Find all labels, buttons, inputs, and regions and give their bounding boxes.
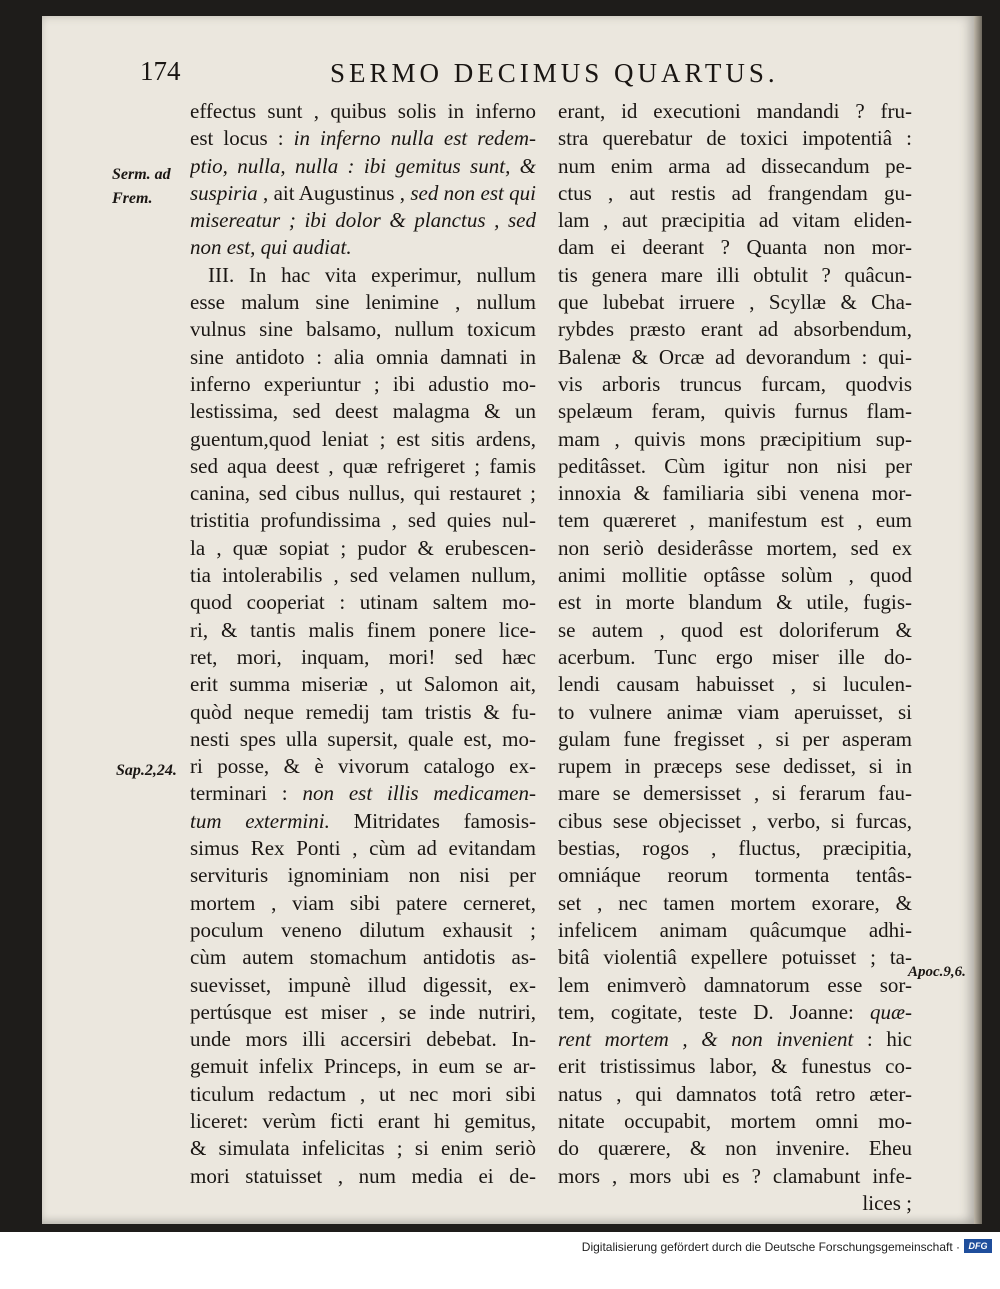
text-line: cibus sese objecisset , verbo, si furcas, (558, 808, 912, 833)
text-line: non est, qui audiat. (190, 235, 352, 260)
text-line: bestias, rogos , fluctus, præcipitia, (558, 836, 912, 861)
text-line: & simulata infelicitas ; si enim seriò (190, 1136, 536, 1161)
text-line: mare se demersisset , si ferarum fau- (558, 781, 912, 806)
text-line: ri posse, & è vivorum catalogo ex- (190, 754, 536, 779)
text-line: se autem , quod est doloriferum & (558, 617, 912, 642)
text-line: unde mors illi accersiri debebat. In- (190, 1027, 536, 1052)
text-line: tia intolerabilis , sed velamen nullum, (190, 563, 536, 588)
text-line: que lubebat irruere , Scyllæ & Cha- (558, 290, 912, 315)
text-line: tis genera mare illi obtulit ? quâcun- (558, 262, 912, 287)
text-line: sed aqua deest , quæ refrigeret ; famis (190, 453, 536, 478)
text-line: effectus sunt , quibus solis in inferno (190, 99, 536, 123)
text-line: lestissima, sed deest malagma & un (190, 399, 536, 424)
text-line: lendi causam habuisset , si luculen- (558, 672, 912, 697)
text-line: lam , aut præcipitia ad vitam eliden- (558, 208, 912, 233)
margin-note-sap: Sap.2,24. (116, 762, 177, 779)
text-line: mors , mors ubi es ? clamabunt infe- (558, 1163, 912, 1188)
text-line: guentum,quod leniat ; est sitis ardens, (190, 426, 536, 451)
text-line: ticulum redactum , ut nec mori sibi (190, 1081, 536, 1106)
page-number: 174 (140, 56, 181, 86)
text-line: infelicem animam quâcumque adhi- (558, 917, 912, 942)
running-title: SERMO DECIMUS QUARTUS. (330, 58, 779, 88)
text-line: III. In hac vita experimur, nullum (208, 262, 536, 287)
text-line: tem, cogitate, teste D. Joanne: quæ- (558, 999, 912, 1024)
text-line: inferno experiuntur ; ibi adustio mo- (190, 371, 536, 396)
text-line: ri, & tantis malis finem ponere lice- (190, 617, 536, 642)
page-header (140, 54, 960, 94)
text-line: terminari : non est illis medicamen- (190, 781, 536, 806)
text-line: esse malum sine lenimine , nullum (190, 290, 536, 315)
text-line: lices ; (862, 1190, 912, 1215)
text-line: tem quæreret , manifestum est , eum (558, 508, 912, 533)
text-line: liceret: verùm ficti erant hi gemitus, (190, 1108, 536, 1133)
text-line: Balenæ & Orcæ ad devorandum : qui- (558, 344, 912, 369)
text-line: suevisset, impunè illud digessit, ex- (190, 972, 536, 997)
text-line: misereatur ; ibi dolor & planctus , sed (190, 208, 536, 233)
text-line: gulam fune fregisset , si per asperam (558, 726, 912, 751)
footer-bar (0, 1232, 1000, 1289)
text-line: tristitia profundissima , sed quies nul- (190, 508, 536, 533)
text-line: bitâ violentiâ expellere potuisset ; ta- (558, 945, 912, 970)
text-line: mam , quivis mons præcipitium sup- (558, 426, 912, 451)
text-line: vis arboris truncus furcam, quodvis (558, 371, 912, 396)
text-line: do quærere, & non invenire. Eheu (558, 1136, 912, 1161)
text-line: cùm autem stomachum antidotis as- (190, 945, 536, 970)
text-line: lem enimverò damnatorum esse sor- (558, 972, 912, 997)
margin-note-serm: Serm. ad (112, 166, 171, 183)
text-line: tum extermini. Mitridates famosis- (190, 808, 536, 833)
text-line: innoxia & familiaria sibi venena mor- (558, 481, 912, 506)
text-line: nitate occupabit, mortem omni mo- (558, 1108, 912, 1133)
text-line: stra querebatur de toxici impotentiâ : (558, 126, 912, 151)
right-text-column (558, 98, 912, 1217)
text-line: ptio, nulla, nulla : ibi gemitus sunt, & (190, 153, 536, 178)
margin-note-apoc: Apoc.9,6. (908, 964, 966, 980)
text-line: la , quæ sopiat ; pudor & erubescen- (190, 535, 536, 560)
text-line: mori statuisset , num media ei de- (190, 1163, 536, 1188)
text-line: dam ei deerant ? Quanta non mor- (558, 235, 912, 260)
text-line: pertúsque est miser , se inde nutriri, (190, 999, 536, 1024)
text-line: quòd neque remedij tam tristis & fu- (190, 699, 536, 724)
text-line: simus Rex Ponti , cùm ad evitandam (190, 836, 536, 861)
text-line: mortem , viam sibi patere cerneret, (190, 890, 536, 915)
text-line: sine antidoto : alia omnia damnati in (190, 344, 536, 369)
text-line: spelæum feram, quivis furnus flam- (558, 399, 912, 424)
text-line: servituris ignominiam non nisi per (190, 863, 536, 888)
text-line: nesti spes ulla supersit, quale est, mo- (190, 726, 536, 751)
page-edge (974, 16, 982, 1224)
text-line: est in morte blandum & utile, fugis- (558, 590, 912, 615)
text-line: natus , qui damnatos totâ retro æter- (558, 1081, 912, 1106)
text-line: acerbum. Tunc ergo miser ille do- (558, 644, 912, 669)
text-line: peditâsset. Cùm igitur non nisi per (558, 453, 912, 478)
text-line: rybdes præsto erant ad absorbendum, (558, 317, 912, 342)
text-line: num enim arma ad dissecandum pe- (558, 153, 912, 178)
text-line: ctus , aut restis ad frangendam gu- (558, 180, 912, 205)
funding-credit: Digitalisierung gefördert durch die Deutsche Forschungsgemeinschaft · (581, 1240, 960, 1254)
text-line: ret, mori, inquam, mori! sed hæc (190, 644, 536, 669)
dfg-logo: DFG (964, 1239, 992, 1253)
text-line: gemuit infelix Princeps, in eum se ar- (190, 1054, 536, 1079)
text-line: set , nec tamen mortem exorare, & (558, 890, 912, 915)
text-line: non seriò desiderâsse mortem, sed ex (558, 535, 912, 560)
left-text-column (190, 98, 536, 1190)
text-line: suspiria , ait Augustinus , sed non est qui (190, 180, 536, 205)
text-line: animi mollitie optâsse solùm , quod (558, 563, 912, 588)
text-line: vulnus sine balsamo, nullum toxicum (190, 317, 536, 342)
text-line: erit tristissimus labor, & funestus co- (558, 1054, 912, 1079)
text-line: erit summa miseriæ , ut Salomon ait, (190, 672, 536, 697)
text-line: rent mortem , & non invenient : hic (558, 1027, 912, 1052)
margin-note-frem: Frem. (112, 190, 153, 207)
text-line: quod cooperiat : utinam saltem mo- (190, 590, 536, 615)
text-line: omniáque reorum tormenta tentâs- (558, 863, 912, 888)
text-line: est locus : in inferno nulla est redem- (190, 126, 536, 151)
text-line: poculum veneno dilutum exhausit ; (190, 917, 536, 942)
text-line: canina, sed cibus nullus, qui restauret ; (190, 481, 536, 506)
text-line: rupem in præceps sese dedisset, si in (558, 754, 912, 779)
text-line: erant, id executioni mandandi ? fru- (558, 99, 912, 123)
text-line: to vulnere animæ viam aperuisset, si (558, 699, 912, 724)
